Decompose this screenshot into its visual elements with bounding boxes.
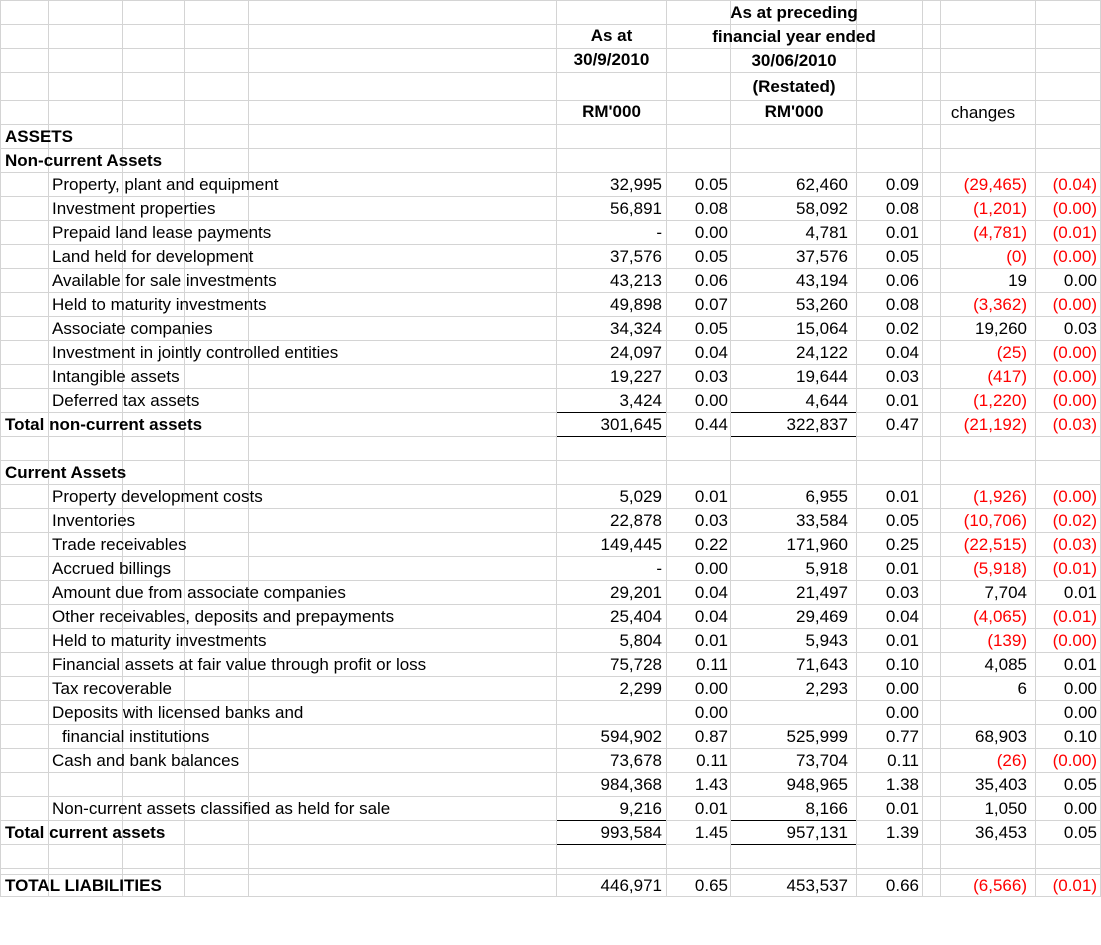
current-value: 149,445: [600, 535, 662, 554]
current-value: 56,891: [610, 199, 662, 218]
change-ratio: (0.03): [1052, 415, 1097, 434]
preceding-value: 19,644: [796, 367, 848, 386]
row-label: Financial assets at fair value through profit or loss: [52, 655, 427, 674]
row-label: Total non-current assets: [5, 415, 203, 434]
preceding-ratio: 0.25: [885, 535, 919, 554]
preceding-ratio: 0.01: [885, 631, 919, 650]
change-ratio: (0.00): [1052, 487, 1097, 506]
preceding-value: 453,537: [786, 876, 848, 895]
current-value: 594,902: [600, 727, 662, 746]
current-ratio: 0.65: [694, 876, 728, 895]
current-value: 73,678: [610, 751, 662, 770]
preceding-ratio: 0.01: [885, 391, 919, 410]
change-ratio: 0.10: [1063, 727, 1097, 746]
preceding-value: 6,955: [805, 487, 848, 506]
change-value: (10,706): [963, 511, 1027, 530]
current-ratio: 0.03: [694, 511, 728, 530]
preceding-ratio: 0.05: [885, 511, 919, 530]
preceding-ratio: 1.39: [885, 823, 919, 842]
current-ratio: 0.00: [694, 703, 728, 722]
change-ratio: (0.00): [1052, 295, 1097, 314]
header-current-line1: As at: [590, 26, 633, 45]
preceding-ratio: 0.66: [885, 876, 919, 895]
section-current-title: Current Assets: [5, 463, 127, 482]
header-preceding-unit: RM'000: [764, 102, 824, 121]
preceding-value: 29,469: [796, 607, 848, 626]
current-value: 43,213: [610, 271, 662, 290]
change-value: 1,050: [984, 799, 1027, 818]
change-value: (25): [996, 343, 1027, 362]
change-value: (4,781): [973, 223, 1027, 242]
current-ratio: 0.03: [694, 367, 728, 386]
preceding-ratio: 0.03: [885, 367, 919, 386]
current-value: -: [656, 223, 662, 242]
current-ratio: 1.45: [694, 823, 728, 842]
preceding-ratio: 0.11: [887, 751, 919, 770]
change-ratio: (0.00): [1052, 367, 1097, 386]
current-ratio: 0.04: [694, 607, 728, 626]
change-ratio: (0.01): [1052, 876, 1097, 895]
change-value: (21,192): [963, 415, 1027, 434]
preceding-ratio: 0.77: [885, 727, 919, 746]
current-ratio: 0.08: [694, 199, 728, 218]
change-ratio: 0.05: [1063, 823, 1097, 842]
change-ratio: (0.00): [1052, 199, 1097, 218]
current-value: 446,971: [600, 876, 662, 895]
current-value: 984,368: [600, 775, 662, 794]
preceding-ratio: 0.04: [885, 343, 919, 362]
preceding-ratio: 0.02: [885, 319, 919, 338]
preceding-value: 62,460: [796, 175, 848, 194]
row-label: Investment in jointly controlled entities: [52, 343, 339, 362]
preceding-value: 4,781: [805, 223, 848, 242]
change-value: (4,065): [973, 607, 1027, 626]
preceding-ratio: 0.08: [885, 295, 919, 314]
change-ratio: (0.01): [1052, 559, 1097, 578]
row-label: Other receivables, deposits and prepayments: [52, 607, 395, 626]
change-value: (6,566): [973, 876, 1027, 895]
row-label: Trade receivables: [52, 535, 187, 554]
current-ratio: 0.00: [694, 391, 728, 410]
row-label: Land held for development: [52, 247, 254, 266]
current-value: 5,029: [619, 487, 662, 506]
preceding-ratio: 0.06: [885, 271, 919, 290]
preceding-ratio: 0.00: [885, 703, 919, 722]
current-ratio: 0.01: [694, 631, 728, 650]
change-value: (3,362): [973, 295, 1027, 314]
preceding-ratio: 0.00: [885, 679, 919, 698]
preceding-value: 948,965: [786, 775, 848, 794]
change-value: (1,201): [973, 199, 1027, 218]
section-assets-title: ASSETS: [5, 127, 74, 146]
preceding-ratio: 0.05: [885, 247, 919, 266]
row-label: Prepaid land lease payments: [52, 223, 272, 242]
change-value: (26): [996, 751, 1027, 770]
current-value: 3,424: [619, 391, 662, 410]
preceding-value: 2,293: [805, 679, 848, 698]
row-label: Cash and bank balances: [52, 751, 240, 770]
preceding-ratio: 0.03: [885, 583, 919, 602]
preceding-value: 33,584: [796, 511, 848, 530]
row-label: Property, plant and equipment: [52, 175, 279, 194]
change-ratio: 0.00: [1063, 271, 1097, 290]
current-value: 22,878: [610, 511, 662, 530]
preceding-value: 4,644: [805, 391, 848, 410]
row-label: Deferred tax assets: [52, 391, 200, 410]
row-label: Held to maturity investments: [52, 295, 267, 314]
current-value: 993,584: [600, 823, 662, 842]
change-value: (139): [987, 631, 1027, 650]
preceding-value: 171,960: [786, 535, 848, 554]
current-ratio: 0.01: [694, 487, 728, 506]
current-value: 37,576: [610, 247, 662, 266]
preceding-value: 73,704: [796, 751, 848, 770]
change-value: (5,918): [973, 559, 1027, 578]
current-value: 34,324: [610, 319, 662, 338]
current-value: 24,097: [610, 343, 662, 362]
preceding-value: 24,122: [796, 343, 848, 362]
change-value: (417): [987, 367, 1027, 386]
row-label: Associate companies: [52, 319, 213, 338]
preceding-value: 43,194: [796, 271, 848, 290]
preceding-value: [730, 701, 848, 725]
change-ratio: 0.05: [1063, 775, 1097, 794]
preceding-ratio: 0.08: [885, 199, 919, 218]
preceding-value: 322,837: [786, 415, 848, 434]
row-label: Tax recoverable: [52, 679, 173, 698]
current-value: 75,728: [610, 655, 662, 674]
change-ratio: (0.00): [1052, 631, 1097, 650]
header-preceding-line2: financial year ended: [712, 27, 876, 46]
row-label: Investment properties: [52, 199, 216, 218]
current-ratio: 0.05: [694, 247, 728, 266]
current-value: 9,216: [619, 799, 662, 818]
change-ratio: (0.04): [1052, 175, 1097, 194]
change-ratio: 0.01: [1063, 583, 1097, 602]
change-ratio: (0.03): [1052, 535, 1097, 554]
change-ratio: (0.00): [1052, 247, 1097, 266]
change-ratio: 0.03: [1063, 319, 1097, 338]
change-ratio: 0.00: [1063, 679, 1097, 698]
change-value: (29,465): [963, 175, 1027, 194]
preceding-value: 15,064: [796, 319, 848, 338]
current-ratio: 0.11: [696, 751, 728, 770]
header-preceding-line1: As at preceding: [730, 3, 858, 22]
preceding-value: 53,260: [796, 295, 848, 314]
current-ratio: 0.01: [694, 799, 728, 818]
current-value: 29,201: [610, 583, 662, 602]
change-value: 6: [1017, 679, 1027, 698]
row-label: Inventories: [52, 511, 136, 530]
current-value: 5,804: [619, 631, 662, 650]
preceding-value: 71,643: [796, 655, 848, 674]
preceding-ratio: 0.47: [885, 415, 919, 434]
change-ratio: (0.02): [1052, 511, 1097, 530]
current-ratio: 0.05: [694, 319, 728, 338]
preceding-value: 21,497: [796, 583, 848, 602]
preceding-value: 5,943: [805, 631, 848, 650]
preceding-value: 58,092: [796, 199, 848, 218]
preceding-ratio: 0.10: [885, 655, 919, 674]
current-ratio: 0.05: [694, 175, 728, 194]
current-ratio: 0.11: [696, 655, 728, 674]
current-ratio: 0.87: [694, 727, 728, 746]
row-label: Available for sale investments: [52, 271, 277, 290]
preceding-ratio: 0.01: [885, 487, 919, 506]
change-value: 36,453: [975, 823, 1027, 842]
change-ratio: 0.01: [1063, 655, 1097, 674]
change-ratio: 0.00: [1063, 799, 1097, 818]
header-current-unit: RM'000: [582, 102, 641, 121]
change-value: 19,260: [975, 319, 1027, 338]
current-ratio: 1.43: [694, 775, 728, 794]
preceding-ratio: 1.38: [885, 775, 919, 794]
current-value: 32,995: [610, 175, 662, 194]
current-value: -: [656, 559, 662, 578]
row-label: Amount due from associate companies: [52, 583, 346, 602]
preceding-ratio: 0.01: [885, 223, 919, 242]
current-ratio: 0.06: [694, 271, 728, 290]
current-value: 25,404: [610, 607, 662, 626]
current-ratio: 0.04: [694, 343, 728, 362]
row-label: Non-current assets classified as held for sale: [52, 799, 391, 818]
header-current-line2: 30/9/2010: [573, 50, 650, 69]
row-label: Held to maturity investments: [52, 631, 267, 650]
change-ratio: (0.00): [1052, 391, 1097, 410]
row-label: Total current assets: [5, 823, 166, 842]
row-label: Intangible assets: [52, 367, 180, 386]
change-value: 19: [1008, 271, 1027, 290]
change-ratio: (0.01): [1052, 223, 1097, 242]
change-value: 7,704: [984, 583, 1027, 602]
change-ratio: (0.00): [1052, 751, 1097, 770]
row-label: Deposits with licensed banks and: [52, 703, 304, 722]
current-ratio: 0.00: [694, 559, 728, 578]
change-ratio: (0.00): [1052, 343, 1097, 362]
preceding-value: 525,999: [786, 727, 848, 746]
current-value: 19,227: [610, 367, 662, 386]
change-value: [940, 701, 1027, 725]
preceding-value: 957,131: [786, 823, 848, 842]
current-ratio: 0.22: [694, 535, 728, 554]
header-changes: changes: [950, 103, 1016, 122]
preceding-ratio: 0.04: [885, 607, 919, 626]
row-label: TOTAL LIABILITIES: [5, 876, 162, 895]
header-preceding-line4: (Restated): [752, 77, 836, 96]
current-value: 49,898: [610, 295, 662, 314]
change-ratio: (0.01): [1052, 607, 1097, 626]
change-value: (0): [1006, 247, 1027, 266]
change-value: (22,515): [963, 535, 1027, 554]
section-noncurrent-title: Non-current Assets: [5, 151, 163, 170]
change-value: 68,903: [975, 727, 1027, 746]
preceding-value: 8,166: [805, 799, 848, 818]
change-ratio: 0.00: [1063, 703, 1097, 722]
row-label: Property development costs: [52, 487, 263, 506]
preceding-ratio: 0.01: [885, 559, 919, 578]
current-value: 301,645: [600, 415, 662, 434]
current-value: [556, 701, 662, 725]
current-ratio: 0.00: [694, 679, 728, 698]
preceding-value: 5,918: [805, 559, 848, 578]
change-value: (1,220): [973, 391, 1027, 410]
row-label: financial institutions: [62, 727, 210, 746]
preceding-ratio: 0.09: [885, 175, 919, 194]
row-label: Accrued billings: [52, 559, 172, 578]
current-ratio: 0.04: [694, 583, 728, 602]
current-value: 2,299: [619, 679, 662, 698]
preceding-ratio: 0.01: [885, 799, 919, 818]
current-ratio: 0.44: [694, 415, 728, 434]
change-value: 35,403: [975, 775, 1027, 794]
preceding-value: 37,576: [796, 247, 848, 266]
current-ratio: 0.07: [694, 295, 728, 314]
change-value: 4,085: [984, 655, 1027, 674]
header-preceding-line3: 30/06/2010: [751, 51, 837, 70]
current-ratio: 0.00: [694, 223, 728, 242]
change-value: (1,926): [973, 487, 1027, 506]
